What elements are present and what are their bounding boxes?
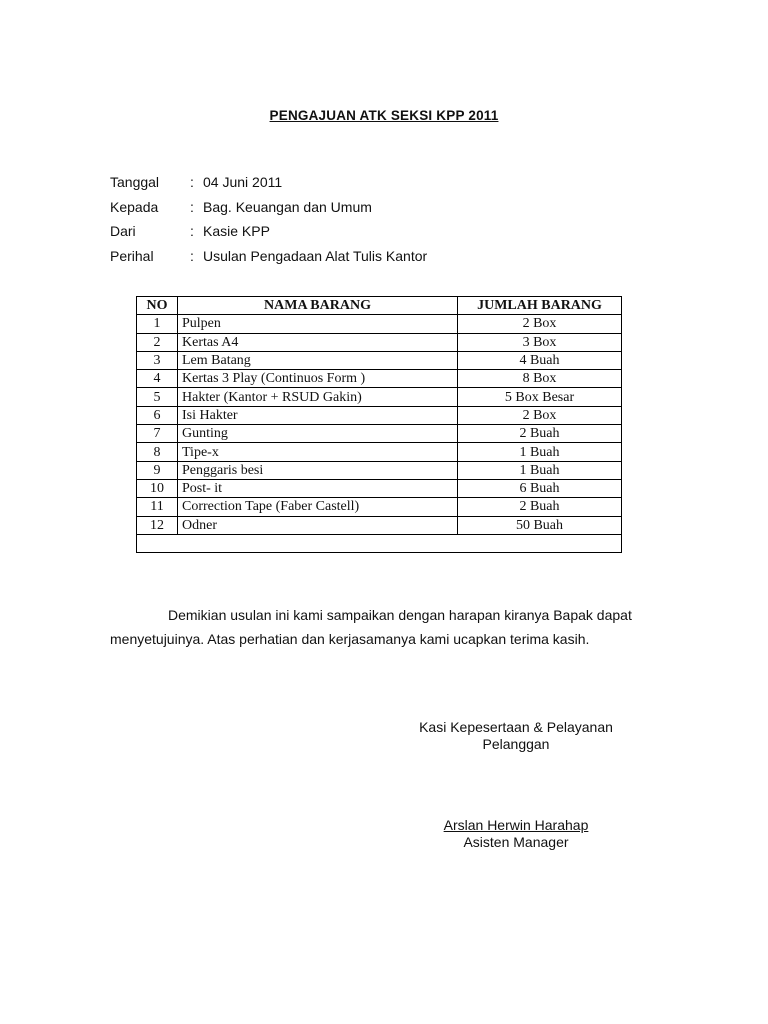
cell-item-name: Hakter (Kantor + RSUD Gakin)	[178, 388, 458, 406]
cell-no: 11	[137, 498, 178, 516]
cell-quantity: 2 Box	[458, 315, 622, 333]
table-header-row	[137, 297, 622, 315]
cell-quantity: 1 Buah	[458, 461, 622, 479]
cell-quantity: 2 Buah	[458, 498, 622, 516]
table-row	[137, 443, 622, 461]
cell-item-name: Penggaris besi	[178, 461, 458, 479]
cell-quantity: 1 Buah	[458, 443, 622, 461]
cell-item-name: Post- it	[178, 479, 458, 497]
meta-colon: :	[190, 247, 194, 264]
cell-no: 6	[137, 406, 178, 424]
closing-line-1: Demikian usulan ini kami sampaikan dengan harapan kiranya Bapak dapat	[168, 607, 632, 623]
signature-position	[400, 719, 632, 753]
cell-item-name: Isi Hakter	[178, 406, 458, 424]
signature-position-line-2: Pelanggan	[482, 736, 550, 752]
meta-value-sender: Kasie KPP	[203, 223, 270, 239]
cell-item-name: Tipe-x	[178, 443, 458, 461]
signatory-role: Asisten Manager	[463, 834, 569, 850]
table-row-empty	[137, 534, 622, 552]
signatory-name: Arslan Herwin Harahap	[443, 817, 589, 833]
cell-quantity: 2 Box	[458, 406, 622, 424]
table-body	[137, 315, 622, 553]
cell-no: 2	[137, 333, 178, 351]
table-row	[137, 498, 622, 516]
document-title: PENGAJUAN ATK SEKSI KPP 2011	[269, 108, 499, 123]
cell-quantity: 50 Buah	[458, 516, 622, 534]
meta-colon: :	[190, 223, 194, 239]
cell-quantity: 4 Buah	[458, 351, 622, 369]
column-header-no: NO	[137, 297, 178, 315]
table-row	[137, 370, 622, 388]
cell-quantity: 5 Box Besar	[458, 388, 622, 406]
meta-label: Perihal	[110, 247, 154, 264]
cell-item-name: Lem Batang	[178, 351, 458, 369]
signature-block	[400, 817, 632, 851]
meta-label: Kepada	[110, 198, 159, 215]
table-row	[137, 388, 622, 406]
table-row	[137, 425, 622, 443]
cell-item-name: Gunting	[178, 425, 458, 443]
cell-no: 9	[137, 461, 178, 479]
cell-no: 8	[137, 443, 178, 461]
table-row	[137, 479, 622, 497]
meta-value-recipient: Bag. Keuangan dan Umum	[203, 198, 372, 215]
items-table	[136, 296, 622, 553]
meta-colon: :	[190, 198, 194, 215]
empty-cell	[137, 534, 622, 552]
cell-quantity: 3 Box	[458, 333, 622, 351]
closing-line-2: menyetujuinya. Atas perhatian dan kerjasamanya kami ucapkan terima kasih.	[110, 631, 590, 647]
cell-quantity: 6 Buah	[458, 479, 622, 497]
table-row	[137, 516, 622, 534]
cell-quantity: 8 Box	[458, 370, 622, 388]
cell-no: 1	[137, 315, 178, 333]
table-row	[137, 333, 622, 351]
cell-item-name: Odner	[178, 516, 458, 534]
meta-label: Tanggal	[110, 174, 160, 190]
cell-no: 3	[137, 351, 178, 369]
signature-position-line-1: Kasi Kepesertaan & Pelayanan	[419, 719, 613, 735]
meta-value-date: 04 Juni 2011	[203, 174, 283, 190]
cell-item-name: Kertas 3 Play (Continuos Form )	[178, 370, 458, 388]
cell-no: 10	[137, 479, 178, 497]
column-header-name: NAMA BARANG	[178, 297, 458, 315]
cell-item-name: Correction Tape (Faber Castell)	[178, 498, 458, 516]
cell-quantity: 2 Buah	[458, 425, 622, 443]
cell-no: 12	[137, 516, 178, 534]
table-row	[137, 351, 622, 369]
table-row	[137, 315, 622, 333]
meta-value-subject: Usulan Pengadaan Alat Tulis Kantor	[203, 247, 428, 264]
table-row	[137, 406, 622, 424]
column-header-qty: JUMLAH BARANG	[458, 297, 622, 315]
cell-item-name: Pulpen	[178, 315, 458, 333]
cell-no: 5	[137, 388, 178, 406]
meta-colon: :	[190, 174, 194, 190]
cell-no: 4	[137, 370, 178, 388]
closing-paragraph	[110, 603, 659, 651]
table-row	[137, 461, 622, 479]
cell-no: 7	[137, 425, 178, 443]
meta-label: Dari	[110, 223, 136, 239]
cell-item-name: Kertas A4	[178, 333, 458, 351]
